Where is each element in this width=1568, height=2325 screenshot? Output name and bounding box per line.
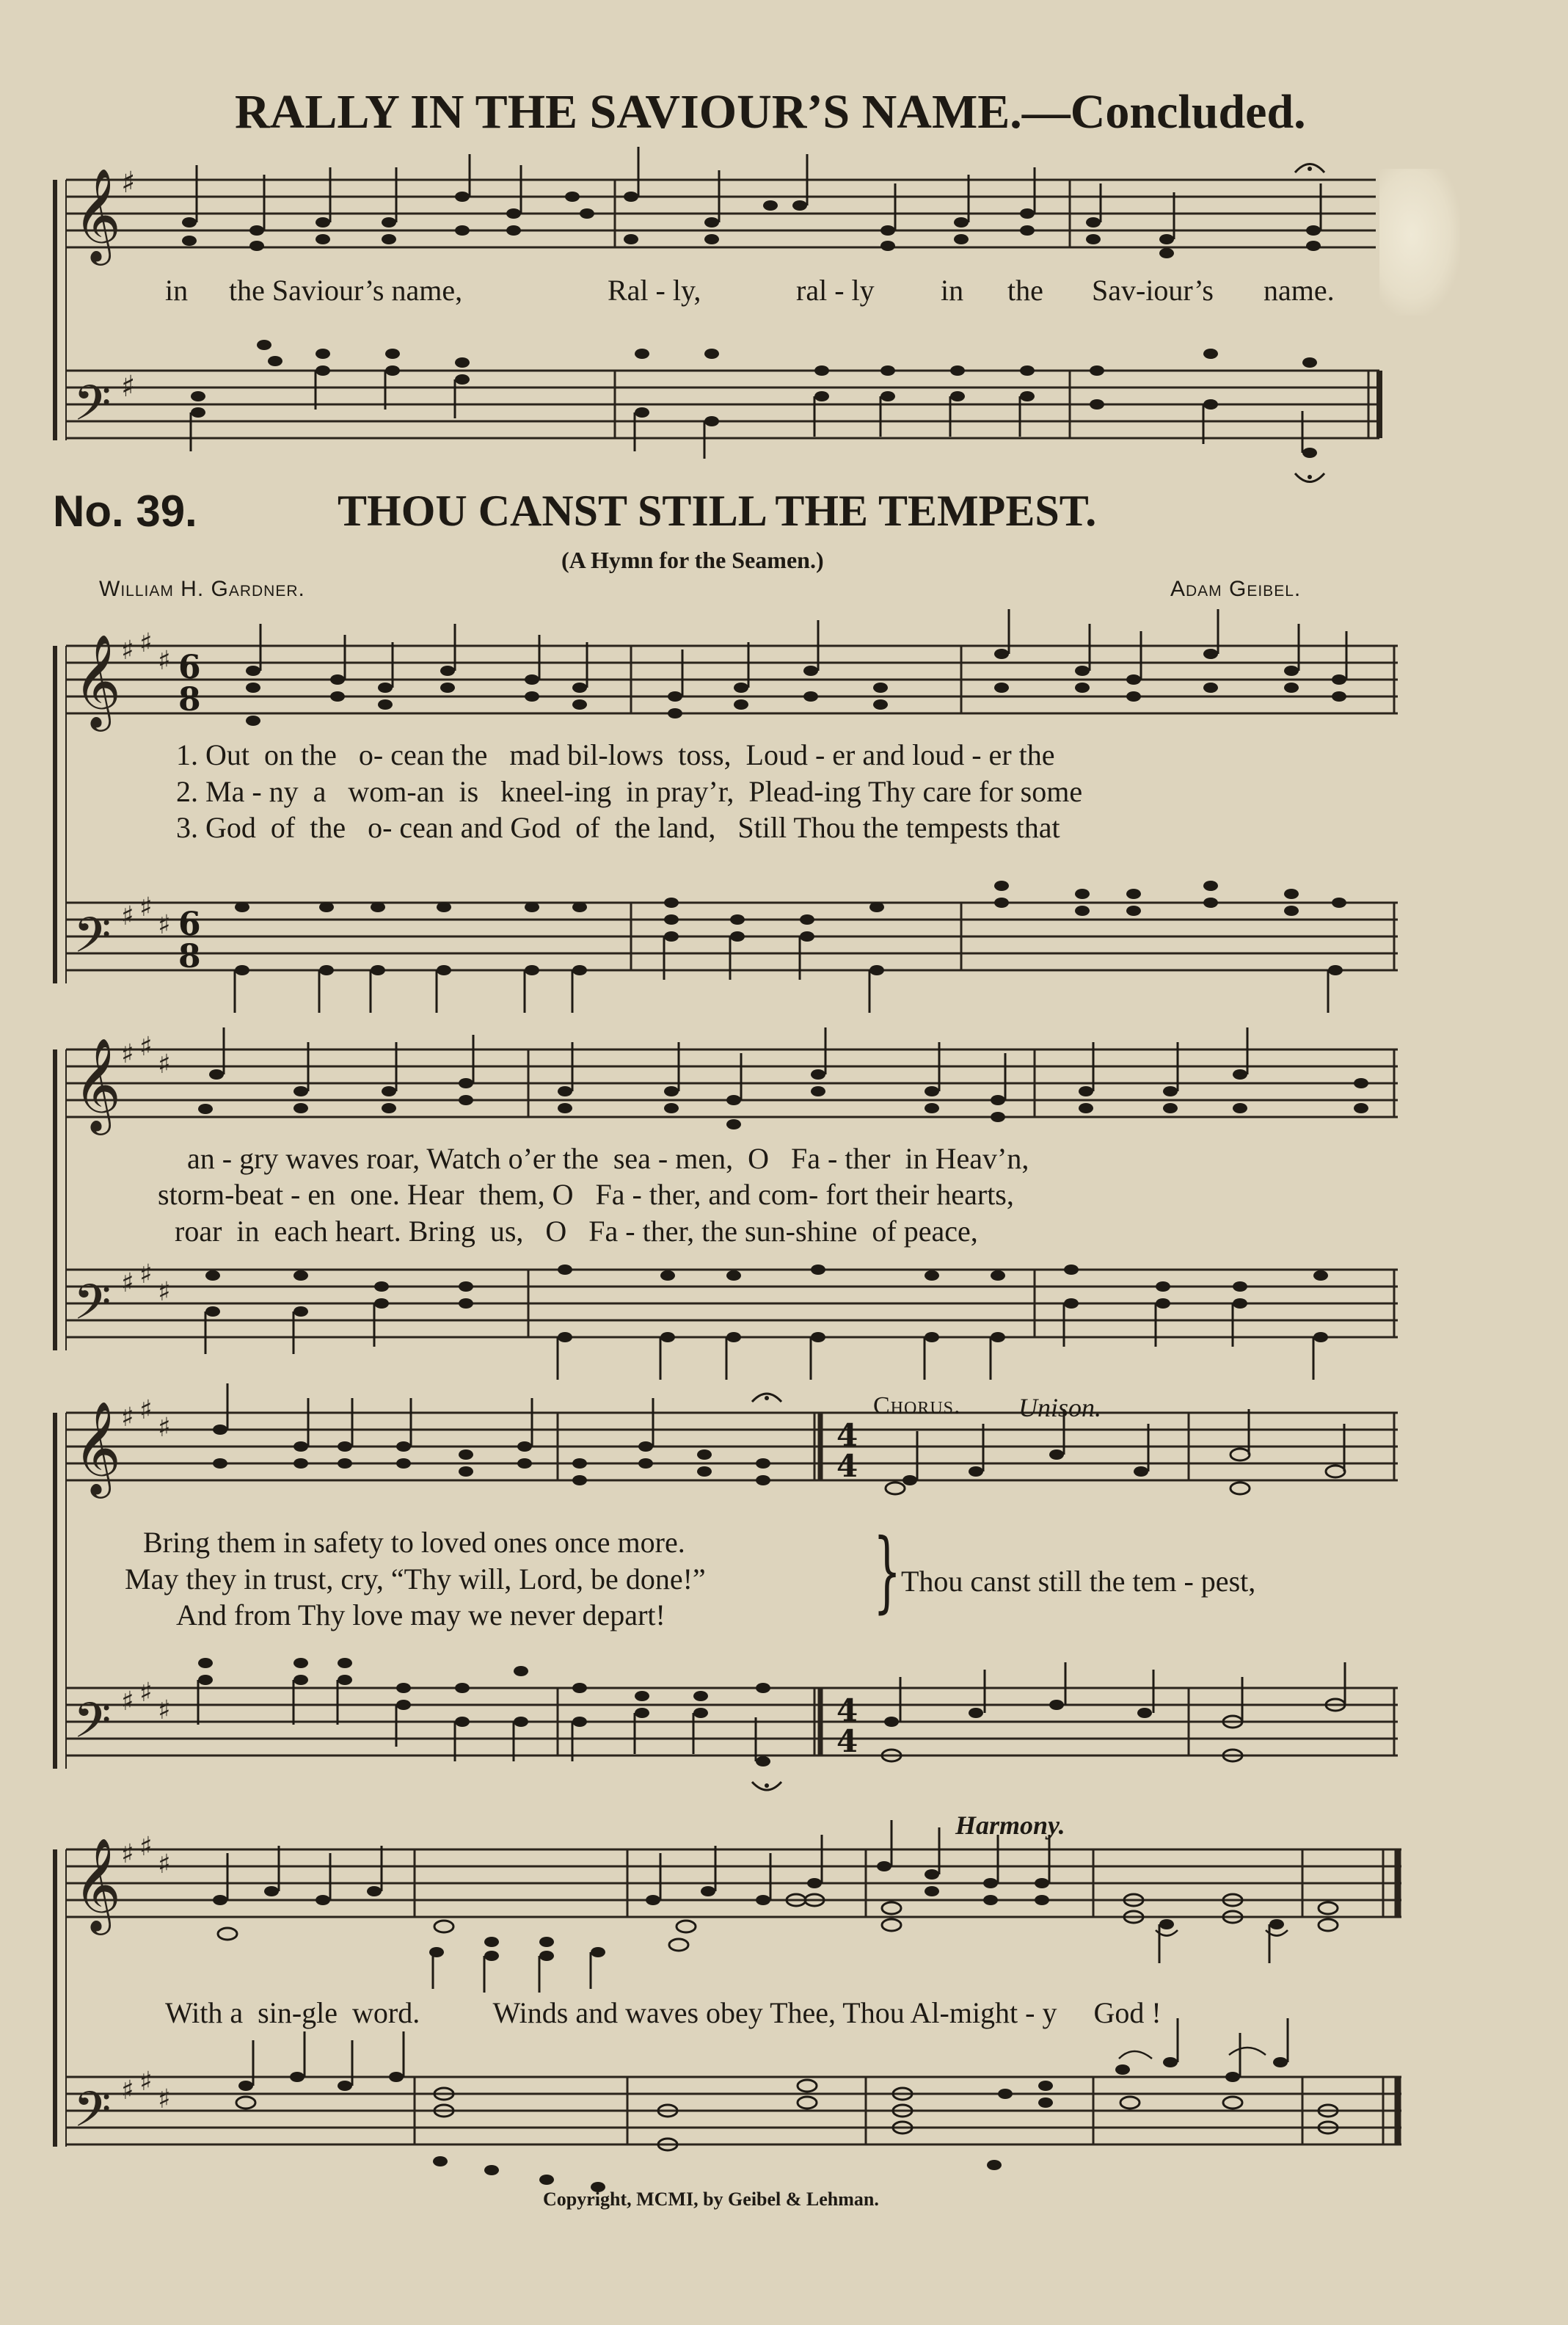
chorus-lyric-1: Thou canst still the tem - pest, <box>901 1565 1256 1598</box>
lyric-rally-2: ral - ly <box>796 274 875 307</box>
verse-brace-icon: } <box>873 1521 902 1623</box>
verse-1-line-2: an - gry waves roar, Watch o’er the sea - men, O Fa - ther in Heav’n, <box>187 1142 1029 1175</box>
bass-staff-0 <box>66 371 1379 438</box>
sharp-icon: ♯ <box>121 1687 134 1717</box>
treble-clef-icon: 𝄞 <box>73 1837 122 1931</box>
lyric-in-2: in <box>941 274 964 307</box>
sharp-icon: ♯ <box>158 1277 171 1307</box>
hymn-title: THOU CANST STILL THE TEMPEST. <box>338 487 1097 535</box>
time-signature-bottom: 8 <box>178 681 201 718</box>
stems-system-4 <box>227 1820 1288 2086</box>
time-signature-top: 6 <box>178 906 201 943</box>
hymn-author: William H. Gardner. <box>99 577 305 601</box>
verse-2-line-1: 2. Ma - ny a wom-an is kneel-ing in pray’r, Plead-ing Thy care for some <box>176 775 1083 808</box>
lyric-name: name. <box>1263 274 1335 307</box>
treble-staff-1 <box>66 646 1398 713</box>
concluded-title: RALLY IN THE SAVIOUR’S NAME.—Concluded. <box>235 85 1306 139</box>
sharp-icon: ♯ <box>158 1695 171 1725</box>
lyric-the-saviours-name: the Saviour’s name, <box>229 274 463 307</box>
sharp-icon: ♯ <box>139 1678 153 1708</box>
lyric-the: the <box>1007 274 1043 307</box>
copyright: Copyright, MCMI, by Geibel & Lehman. <box>543 2188 879 2210</box>
sharp-icon: ♯ <box>139 1832 153 1862</box>
verse-3-line-2: roar in each heart. Bring us, O Fa - ther, the sun-shine of peace, <box>175 1215 978 1248</box>
sharp-icon: ♯ <box>139 1032 153 1062</box>
sharp-icon: ♯ <box>121 166 136 200</box>
sharp-icon: ♯ <box>139 892 153 923</box>
verse-2-line-2: storm-beat - en one. Hear them, O Fa - ther, and com- fort their hearts, <box>158 1178 1014 1211</box>
half-notes-system-3 <box>882 1449 1345 1761</box>
sharp-icon: ♯ <box>121 2075 134 2106</box>
sharp-icon: ♯ <box>158 910 171 940</box>
sharp-icon: ♯ <box>121 1268 134 1298</box>
sharp-icon: ♯ <box>158 1049 171 1080</box>
treble-clef-icon: 𝄞 <box>73 633 122 727</box>
verse-1-line-1: 1. Out on the o- cean the mad bil-lows toss, Loud - er and loud - er the <box>176 738 1055 771</box>
hymn-number: No. 39. <box>53 487 197 536</box>
bass-staff-4 <box>66 2077 1401 2144</box>
lyric-rally-1: Ral - ly, <box>608 274 701 307</box>
time-signature-bottom: 4 <box>836 1723 858 1759</box>
treble-clef-icon: 𝄞 <box>73 167 122 261</box>
unison-label: Unison. <box>1018 1393 1102 1422</box>
sharp-icon: ♯ <box>158 1849 171 1880</box>
verse-1-line-3: Bring them in safety to loved ones once more. <box>143 1526 685 1559</box>
sharp-icon: ♯ <box>139 1395 153 1425</box>
treble-clef-icon: 𝄞 <box>73 1400 122 1494</box>
time-signature-top: 6 <box>178 649 201 686</box>
chorus-lyric-2: With a sin-gle word. Winds and waves obey Thee, Thou Al-might - y God ! <box>165 1996 1162 2029</box>
bass-clef-icon: 𝄢 <box>73 375 112 443</box>
sharp-icon: ♯ <box>158 646 171 676</box>
sharp-icon: ♯ <box>139 1259 153 1289</box>
sharp-icon: ♯ <box>121 901 134 931</box>
concluded-system <box>0 0 1568 514</box>
sharp-icon: ♯ <box>121 370 136 404</box>
sharp-icon: ♯ <box>121 1839 134 1869</box>
lyric-saviours: Sav-iour’s <box>1092 274 1214 307</box>
verse-2-line-3: May they in trust, cry, “Thy will, Lord, be done!” <box>125 1562 706 1596</box>
hymn-subtitle: (A Hymn for the Seamen.) <box>561 547 824 573</box>
bass-clef-icon: 𝄢 <box>73 2081 112 2150</box>
treble-staff-4 <box>66 1849 1401 1917</box>
sharp-icon: ♯ <box>121 636 134 666</box>
treble-staff-2 <box>66 1049 1398 1117</box>
harmony-label: Harmony. <box>955 1811 1065 1840</box>
hymn-composer: Adam Geibel. <box>1170 577 1302 601</box>
treble-staff-3 <box>66 1413 1398 1480</box>
sharp-icon: ♯ <box>121 1402 134 1433</box>
time-signature-bottom: 4 <box>836 1448 858 1484</box>
sharp-icon: ♯ <box>158 1413 171 1443</box>
bass-clef-icon: 𝄢 <box>73 1692 112 1761</box>
verse-3-line-1: 3. God of the o- cean and God of the land, Still Thou the tempests that <box>176 811 1060 844</box>
verse-3-line-3: And from Thy love may we never depart! <box>176 1598 666 1631</box>
torn-page-corner <box>1379 169 1460 316</box>
sharp-icon: ♯ <box>121 1039 134 1069</box>
treble-clef-icon: 𝄞 <box>73 1037 122 1131</box>
bass-clef-icon: 𝄢 <box>73 1274 112 1342</box>
bass-staff-3 <box>66 1688 1398 1755</box>
treble-staff-0 <box>66 180 1376 247</box>
time-signature-top: 4 <box>836 1417 858 1453</box>
time-signature-top: 4 <box>836 1692 858 1728</box>
time-signature-bottom: 8 <box>178 938 201 975</box>
chorus-label: Chorus. <box>873 1392 961 1419</box>
sharp-icon: ♯ <box>139 2067 153 2097</box>
ties-system-4 <box>1119 1930 1288 2059</box>
bass-clef-icon: 𝄢 <box>73 907 112 975</box>
sharp-icon: ♯ <box>139 628 153 658</box>
system-4 <box>0 1805 1568 2172</box>
sharp-icon: ♯ <box>158 2084 171 2114</box>
lyric-in: in <box>165 274 189 307</box>
